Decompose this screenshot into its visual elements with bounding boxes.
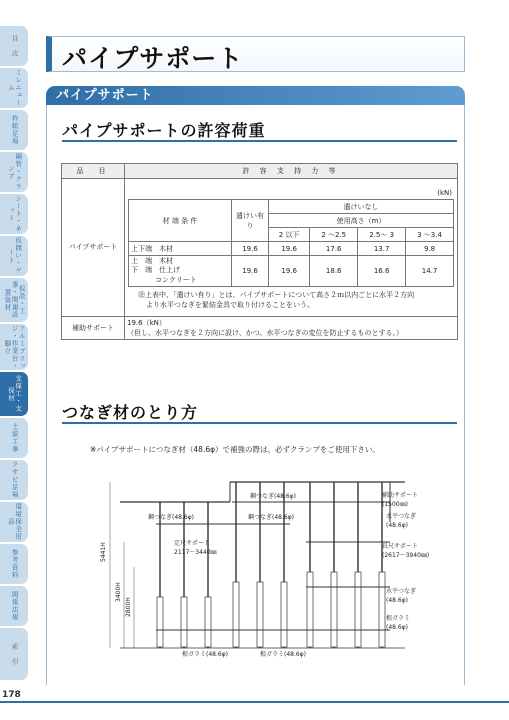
label-aux-support: 補助サポート <box>382 492 419 499</box>
label-aux-len: (1500㎜) <box>382 501 408 508</box>
cond-line: コンクリート <box>155 275 197 284</box>
heading-underline <box>62 140 457 142</box>
dim-3400: 3400H <box>115 582 122 602</box>
dim-2800: 2800H <box>125 597 132 617</box>
heading-tie-members: つなぎ材のとり方 <box>62 403 199 422</box>
tab-reference[interactable]: 参考資料 <box>0 544 28 584</box>
load-table <box>61 163 458 340</box>
label-horiz-tie-2b: (48.6φ) <box>386 597 408 604</box>
heading-underline <box>62 422 457 424</box>
bracing-none-header: 遣けいなし <box>269 200 454 214</box>
label-horiz-tie-1: 水平つなぎ <box>386 513 417 520</box>
tab-enclosure-gate[interactable]: 仮囲い・ゲート <box>0 236 28 276</box>
table-cell: 14.7 <box>406 256 454 287</box>
height-col: 2 〜2.5 <box>310 228 358 242</box>
tab-index[interactable]: 索 引 <box>0 628 28 680</box>
table-cell: 16.6 <box>358 256 406 287</box>
heading-allowable-load: パイプサポートの許容荷重 <box>62 121 266 140</box>
label-root-brace-3: 根ガラミ(48.6φ) <box>260 651 306 658</box>
table-cell: 17.6 <box>310 242 358 256</box>
page-footer-bar <box>0 701 509 703</box>
tab-wedge-scaffold[interactable]: クサビ足場 <box>0 460 28 500</box>
table-col-load: 許 容 支 持 力 等 <box>125 164 458 179</box>
height-col: 2 以下 <box>269 228 310 242</box>
label-mid-tie-2: 鋼つなぎ(48.6φ) <box>248 514 294 521</box>
bracing-yes-header: 遣けい有り <box>232 200 269 242</box>
label-horiz-tie-2: 水平つなぎ <box>386 588 417 595</box>
label-horiz-tie-1b: (48.6φ) <box>386 522 408 529</box>
tab-aluminum-bridge[interactable]: アルミブリッジ・作業台・脚立 <box>0 324 28 370</box>
label-root-brace-2: 根ガラミ(48.6φ) <box>182 651 228 658</box>
cond-wood-concrete <box>129 256 232 287</box>
cond-line: 上 端 木材 <box>131 257 173 265</box>
cond-wood-wood: 上下端 木材 <box>129 242 232 256</box>
note-line: ㊟上表中、「遣けい有り」とは、パイプサポートについて高さ２ｍ以内ごとに水平２方向 <box>138 291 415 300</box>
tab-pipe-clamp[interactable]: 鋼管・クランプ <box>0 152 28 192</box>
page-title-box <box>46 36 465 72</box>
table-cell: 19.6 <box>232 256 269 287</box>
table-cell: 13.7 <box>358 242 406 256</box>
label-long-support: 長尺サポート <box>382 543 419 550</box>
label-root-brace-1: 根ガラミ <box>386 615 411 622</box>
table-cell: 18.6 <box>310 256 358 287</box>
height-col: 2.5〜 3 <box>358 228 406 242</box>
table-col-item: 品 目 <box>62 164 125 179</box>
table-note <box>128 287 454 313</box>
tab-frame-scaffold[interactable]: 枠組足場 <box>0 110 28 150</box>
tab-temporary-materials[interactable]: 仮設・工事・関連設置資材 <box>0 278 28 322</box>
page-number: 178 <box>2 690 21 700</box>
clamp-note: ※パイプサポートにつなぎ材（48.6φ）で補強の際は、必ずクランプをご使用下さい。 <box>90 445 380 454</box>
label-top-tie: 鋼つなぎ(48.6φ) <box>250 493 296 500</box>
row-label-pipe-support: パイプサポート <box>62 179 125 317</box>
tab-millennium[interactable]: ミレニューム <box>0 68 28 108</box>
aux-load: 19.6（kN） <box>127 318 166 327</box>
cond-line: 下 端 仕上げ <box>131 266 180 275</box>
section-bar: パイプサポート <box>46 86 465 105</box>
tab-earth-retaining[interactable]: 土留工事 <box>0 418 28 458</box>
label-mid-tie-1: 鋼つなぎ(48.6φ) <box>148 514 194 521</box>
cond-header: 材 端 条 件 <box>129 200 232 242</box>
support-diagram <box>60 462 460 662</box>
table-cell: 19.6 <box>269 256 310 287</box>
tab-environment[interactable]: 環境保全用品 <box>0 502 28 542</box>
height-col: 3 〜3.4 <box>406 228 454 242</box>
height-header: 使用高さ（m） <box>269 214 454 228</box>
aux-condition: （但し、水平つなぎを２方向に設け、かつ、水平つなぎの変位を防止するものとする。） <box>127 328 403 337</box>
table-cell: 19.6 <box>232 242 269 256</box>
load-subtable <box>128 199 454 287</box>
label-long-range: (2617〜3940㎜) <box>382 552 430 559</box>
tab-sheet-net[interactable]: シート・ネット <box>0 194 28 234</box>
dim-5441: 5441H <box>100 542 107 562</box>
fixed-supports <box>160 482 382 648</box>
tab-laws[interactable]: 関係法規 <box>0 586 28 626</box>
row-label-aux-support: 補助サポート <box>62 316 125 339</box>
support-sleeves <box>157 572 385 647</box>
label-fixed-range: 2117〜3440㎜ <box>174 549 217 556</box>
aux-support-cell <box>125 316 458 339</box>
page-title: パイプサポート <box>62 44 244 73</box>
table-cell: 9.8 <box>406 242 454 256</box>
unit-label: (kN) <box>437 189 452 197</box>
label-fixed-support: 定尺サポート <box>174 540 211 547</box>
tab-shoring[interactable]: 支保工・支保材 <box>0 372 28 416</box>
tab-contents[interactable]: 目 次 <box>0 26 28 66</box>
label-root-brace-1b: (48.6φ) <box>386 624 408 631</box>
table-cell: 19.6 <box>269 242 310 256</box>
note-line: より水平つなぎを緊結金具で取り付けることをいう。 <box>146 301 314 310</box>
